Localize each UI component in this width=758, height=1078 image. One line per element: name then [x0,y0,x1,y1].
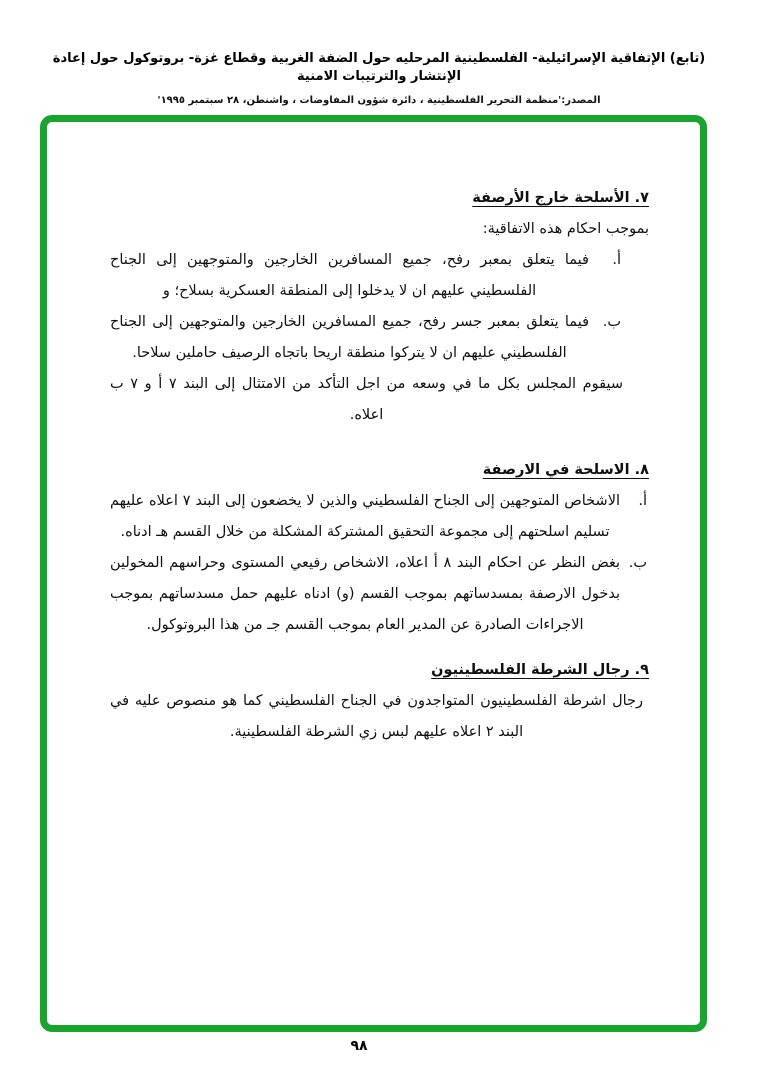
section-9-heading: ٩. رجال الشرطة الفلسطينيون [431,662,649,678]
section-7-heading: ٧. الأسلحة خارج الأرصفة [472,190,649,206]
section-7-intro: بموجب احكام هذه الاتفاقية: [482,221,649,237]
list-item-marker: أ. [638,493,647,509]
document-title: (تابع) الإتفاقية الإسرائيلية- الفلسطينية المرحليه حول الضفة الغربية وقطاع غزة- بروتوكول حول إعادة الإنتشار والترتيبات الامنية [52,51,706,84]
document-header [28,50,730,106]
list-item-marker: أ. [612,252,621,268]
section-9 [110,655,649,748]
section-9-paragraph: رجال اشرطة الفلسطينيون المتواجدون في الجناح الفلسطيني كما هو منصوص عليه في البند ٢ اعلاه عليهم لبس زي الشرطة الفلسطينية. [110,693,643,740]
list-item-marker: ب. [628,555,647,571]
list-item [110,245,621,307]
list-item [110,548,647,641]
document-source-line: المصدر:'منظمة التحرير الفلسطينية ، دائرة شؤون المفاوضات ، واشنطن، ٢٨ سبتمبر ١٩٩٥' [157,95,601,106]
list-item-marker: ب. [602,314,621,330]
list-item-text: الاشخاص المتوجهين إلى الجناح الفلسطيني والذين لا يخضعون إلى البند ٧ اعلاه عليهم تسليم اسلحتهم إلى مجموعة التحقيق المشتركة المشكلة من خلال القسم هـ ادناه. [110,493,620,540]
list-item-text: بغض النظر عن احكام البند ٨ أ اعلاه، الاشخاص رفيعي المستوى وحراسهم المخولين بدخول الارصفة بمسدساتهم بموجب القسم (و) ادناه عليهم حمل مسدساتهم بموجب الاجراءات الصادرة عن المدير العام بموجب القسم جـ من هذا البروتوكول. [110,555,620,633]
document-body [40,115,707,1032]
page-number: ٩٨ [350,1038,368,1054]
section-7-closing-sentence: سيقوم المجلس بكل ما في وسعه من اجل التأكد من الامتثال إلى البند ٧ أ و ٧ ب اعلاه. [110,376,623,423]
list-item [110,307,621,369]
section-8 [110,455,649,641]
section-7 [110,183,649,431]
list-item [110,486,647,548]
list-item-text: فيما يتعلق بمعبر رفح، جميع المسافرين الخارجين والمتوجهين إلى الجناح الفلسطيني عليهم ان لا يدخلوا إلى المنطقة العسكرية بسلاح؛ و [110,252,589,299]
section-8-heading: ٨. الاسلحة في الارصفة [482,462,649,478]
list-item-text: فيما يتعلق بمعبر جسر رفح، جميع المسافرين الخارجين والمتوجهين إلى الجناح الفلسطيني عليهم ان لا يتركوا منطقة اريحا باتجاه الرصيف حاملين سلاحا. [110,314,589,361]
